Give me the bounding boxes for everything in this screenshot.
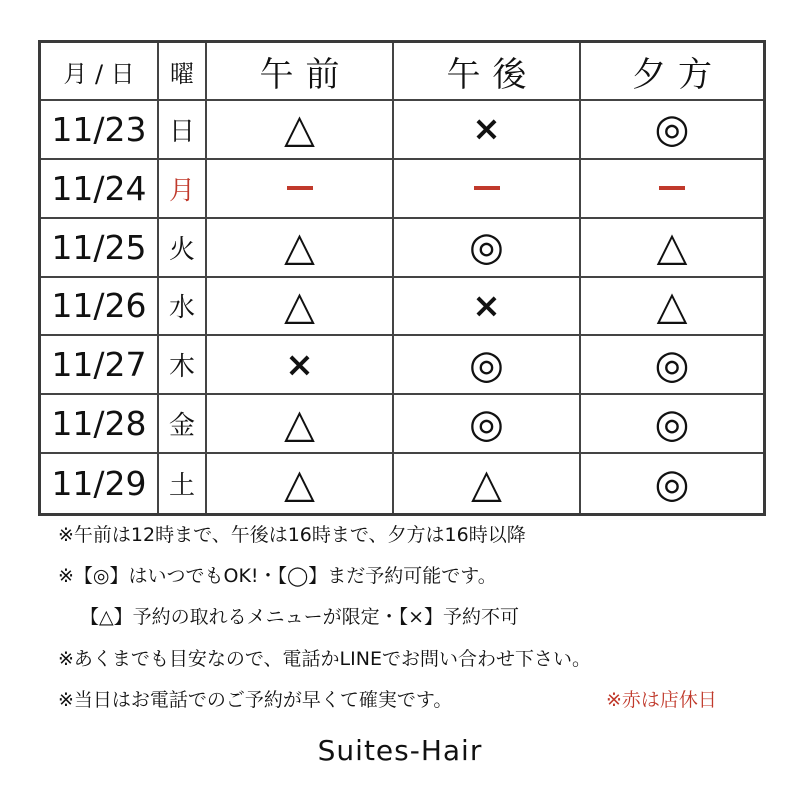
triangle-icon: △	[284, 224, 315, 271]
brand-name: Suites-Hair	[317, 734, 483, 767]
note-symbol-legend-2: 【△】予約の取れるメニューが限定・【×】予約不可	[80, 606, 520, 628]
row-date: 11/24	[41, 160, 159, 219]
triangle-icon: △	[284, 460, 315, 507]
row-day-of-week: 金	[159, 395, 207, 454]
slot-morning	[207, 395, 394, 454]
cross-icon: ×	[285, 344, 314, 385]
slot-evening	[581, 160, 763, 219]
triangle-icon: △	[284, 400, 315, 447]
slot-evening	[581, 336, 763, 395]
note-same-day: ※当日はお電話でのご予約が早くて確実です。	[58, 689, 453, 711]
header-date: 月 / 日	[41, 43, 159, 101]
slot-afternoon	[394, 219, 581, 278]
slot-afternoon	[394, 160, 581, 219]
header-afternoon: 午後	[394, 43, 581, 101]
note-closed-day: ※赤は店休日	[606, 689, 717, 711]
slot-evening	[581, 454, 763, 513]
double-circle-icon: ◎	[654, 460, 690, 507]
slot-afternoon	[394, 336, 581, 395]
slot-morning	[207, 101, 394, 160]
row-date: 11/28	[41, 395, 159, 454]
triangle-icon: △	[656, 224, 688, 271]
cross-icon: ×	[472, 109, 501, 150]
row-day-of-week: 土	[159, 454, 207, 513]
slot-morning	[207, 336, 394, 395]
header-evening: 夕方	[581, 43, 763, 101]
slot-evening	[581, 101, 763, 160]
slot-afternoon	[394, 278, 581, 337]
note-contact: ※あくまでも目安なので、電話かLINEでお問い合わせ下さい。	[58, 648, 591, 670]
slot-morning	[207, 219, 394, 278]
note-symbol-legend-1: ※【◎】はいつでもOK!・【◯】まだ予約可能です。	[58, 565, 497, 587]
row-date: 11/25	[41, 219, 159, 278]
header-morning: 午前	[207, 43, 394, 101]
double-circle-icon: ◎	[469, 341, 504, 388]
double-circle-icon: ◎	[654, 341, 690, 388]
slot-afternoon	[394, 101, 581, 160]
slot-morning	[207, 278, 394, 337]
slot-morning	[207, 454, 394, 513]
triangle-icon: △	[471, 460, 502, 507]
double-circle-icon: ◎	[469, 400, 504, 447]
closed-dash-icon	[474, 186, 500, 190]
cross-icon: ×	[472, 285, 501, 326]
slot-afternoon	[394, 454, 581, 513]
slot-evening	[581, 219, 763, 278]
slot-afternoon	[394, 395, 581, 454]
double-circle-icon: ◎	[469, 224, 504, 271]
row-day-of-week: 日	[159, 101, 207, 160]
row-day-of-week: 火	[159, 219, 207, 278]
row-date: 11/27	[41, 336, 159, 395]
row-day-of-week: 月	[159, 160, 207, 219]
note-time-ranges: ※午前は12時まで、午後は16時まで、夕方は16時以降	[58, 524, 526, 546]
row-date: 11/23	[41, 101, 159, 160]
closed-dash-icon	[659, 186, 685, 190]
slot-evening	[581, 278, 763, 337]
slot-morning	[207, 160, 394, 219]
triangle-icon: △	[656, 282, 688, 329]
double-circle-icon: ◎	[654, 400, 690, 447]
double-circle-icon: ◎	[654, 106, 690, 153]
header-day-of-week: 曜	[159, 43, 207, 101]
closed-dash-icon	[287, 186, 313, 190]
row-day-of-week: 水	[159, 278, 207, 337]
triangle-icon: △	[284, 282, 315, 329]
triangle-icon: △	[284, 106, 315, 153]
row-date: 11/29	[41, 454, 159, 513]
row-day-of-week: 木	[159, 336, 207, 395]
slot-evening	[581, 395, 763, 454]
availability-table	[38, 40, 766, 516]
row-date: 11/26	[41, 278, 159, 337]
